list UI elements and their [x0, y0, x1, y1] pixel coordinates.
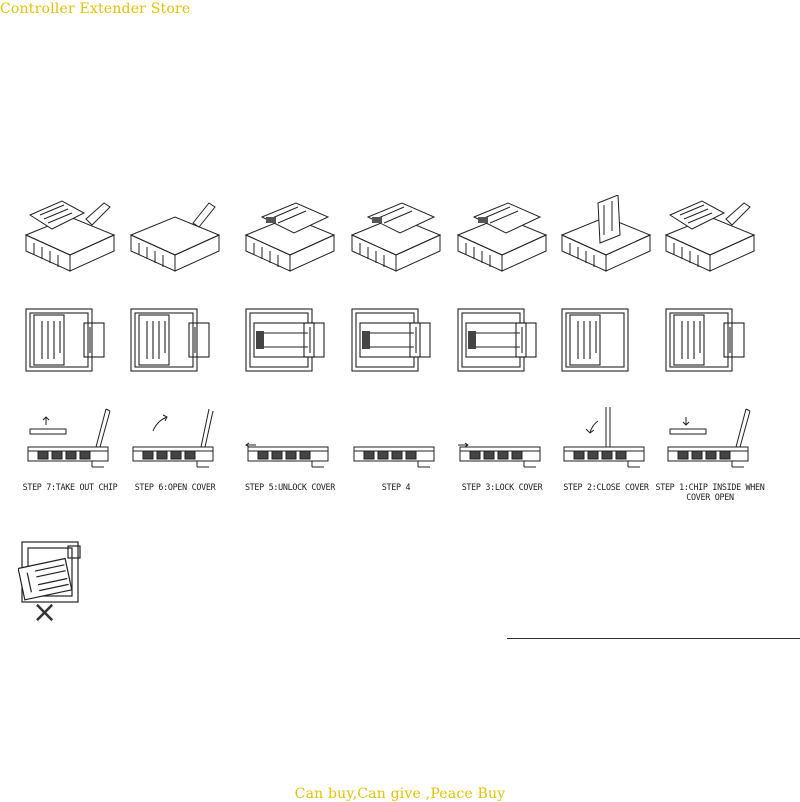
socket-isometric-view [452, 195, 552, 273]
socket-top-view [20, 303, 120, 375]
socket-side-view [452, 403, 552, 475]
step-label: STEP 2:CLOSE COVER [563, 482, 649, 492]
incorrect-mark: × [32, 595, 58, 630]
step-label: STEP 7:TAKE OUT CHIP [22, 482, 118, 492]
socket-top-view [660, 303, 760, 375]
step-label: STEP 1:CHIP INSIDE WHEN COVER OPEN [655, 482, 765, 502]
step-column [452, 195, 552, 515]
socket-top-view [346, 303, 446, 375]
incorrect-placement-example [18, 538, 88, 633]
socket-side-view [240, 403, 340, 475]
socket-isometric-view [346, 195, 446, 273]
socket-isometric-view [125, 195, 225, 273]
step-column [20, 195, 120, 515]
socket-isometric-view [660, 195, 760, 273]
socket-side-view [20, 403, 120, 475]
store-watermark-top: Controller Extender Store [0, 1, 191, 17]
socket-side-view [660, 403, 760, 475]
step-column [346, 195, 446, 515]
socket-side-view [346, 403, 446, 475]
store-watermark-bottom: Can buy,Can give ,Peace Buy [294, 786, 506, 802]
step-column [240, 195, 340, 515]
step-label: STEP 4 [381, 482, 411, 492]
baseline-rule [507, 638, 800, 639]
socket-isometric-view [556, 195, 656, 273]
socket-top-view [125, 303, 225, 375]
step-column [125, 195, 225, 515]
socket-top-view [240, 303, 340, 375]
step-column [655, 195, 765, 515]
socket-side-view [125, 403, 225, 475]
step-label: STEP 6:OPEN COVER [134, 482, 216, 492]
socket-isometric-view [240, 195, 340, 273]
step-label: STEP 5:UNLOCK COVER [244, 482, 336, 492]
step-column [556, 195, 656, 515]
socket-side-view [556, 403, 656, 475]
step-label: STEP 3:LOCK COVER [461, 482, 543, 492]
socket-top-view [556, 303, 656, 375]
socket-top-view [452, 303, 552, 375]
socket-isometric-view [20, 195, 120, 273]
